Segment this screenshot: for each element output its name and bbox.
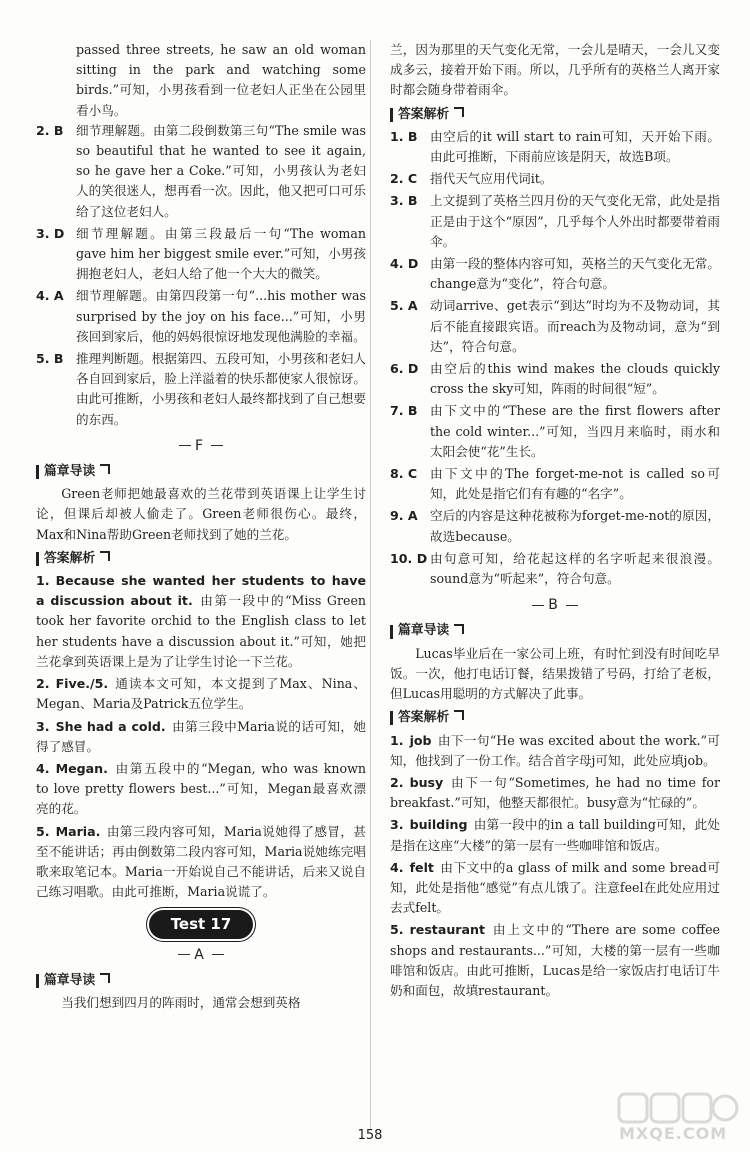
guide-heading-a: 篇章导读 — [36, 971, 366, 991]
answer-item-f-3: 3. She had a cold. 由第三段中Maria说的话可知，她得了感冒。 — [36, 718, 366, 754]
watermark-text: MXQE.COM — [619, 1124, 728, 1143]
answers-a-list — [390, 127, 720, 589]
column-divider — [370, 40, 371, 1130]
part-a-heading: A — [36, 945, 366, 965]
answer-item-f-2: 2. Five./5. 通读本文可知，本文提到了Max、Nina、Megan、Maria及Patrick五位学生。 — [36, 676, 366, 712]
answer-item-a-4: 4. D 由第一段的整体内容可知，英格兰的天气变化无常。change意为“变化”，符合句意。 — [390, 256, 720, 292]
heading-corner-icon — [454, 624, 464, 634]
answer-item-b-1: 1. job 由下一句“He was excited about the work.”可知，他找到了一份工作。结合首字母j可知，此处应填job。 — [390, 732, 720, 768]
answer-item-a-2: 2. C 指代天气应用代词it。 — [390, 171, 553, 187]
heading-bar-icon — [36, 974, 39, 988]
guide-heading-b: 篇章导读 — [390, 621, 720, 641]
guide-text-b: Lucas毕业后在一家公司上班，有时忙到没有时间吃早饭。一次，他打电话订餐，结果拨错了号码，打给了老板，但Lucas用聪明的方式解决了此事。 — [390, 645, 720, 702]
heading-bar-icon — [36, 465, 39, 479]
watermark-logo — [615, 1088, 740, 1148]
answer-heading-b: 答案解析 — [390, 708, 720, 728]
heading-bar-icon — [390, 108, 393, 122]
part-b-heading: B — [390, 595, 720, 615]
right-column — [390, 40, 720, 1003]
answer-item-f-5: 5. Maria. 由第三段内容可知，Maria说她得了感冒，甚至不能讲话；再由倒数第二段内容可知，Maria说她练完唱歌来取笔记本。Maria一开始说自己不能讲话，后来又说自己练习唱歌。由此可推断，Maria说谎了。 — [36, 823, 366, 900]
answer-item-b-2: 2. busy 由下一句“Sometimes, he had no time for breakfast.”可知，他整天都很忙。busy意为“忙碌的”。 — [390, 774, 720, 811]
answer-item-a-10: 10. D 由句意可知，给花起这样的名字听起来很浪漫。sound意为“听起来”，符合句意。 — [390, 550, 720, 587]
answers-e-list — [36, 121, 366, 430]
test-badge-wrap — [36, 910, 366, 938]
heading-corner-icon — [100, 973, 110, 983]
answer-heading-a: 答案解析 — [390, 105, 720, 125]
answer-item-a-3: 3. B 上文提到了英格兰四月份的天气变化无常，此处是指正是由于这个“原因”，几乎每个人外出时都要带着雨伞。 — [390, 193, 720, 249]
answer-item-a-8: 8. C 由下文中的The forget-me-not is called so可知，此处是指它们有有趣的“名字”。 — [390, 466, 720, 502]
answer-item-e-3: 3. D 细节理解题。由第三段最后一句“The woman gave him her biggest smile ever.”可知，小男孩拥抱老妇人，老妇人给了他一个大大的微笑。 — [36, 225, 366, 282]
answer-item-b-5: 5. restaurant 由上文中的“There are some coffee shops and restaurants...”可知，大楼的第一层有一些咖啡馆和饭店。由此可推断，Lucas是给一家饭店打电话订牛奶和面包，故填restaurant。 — [390, 922, 720, 998]
answers-f-list — [36, 571, 366, 902]
heading-corner-icon — [100, 551, 110, 561]
answers-b-list — [390, 731, 720, 1002]
guide-text-a-start: 当我们想到四月的阵雨时，通常会想到英格 — [61, 994, 301, 1010]
heading-bar-icon — [36, 552, 39, 566]
answer-item-a-7: 7. B 由下文中的“These are the first flowers after the cold winter...”可知，当四月来临时，雨水和太阳会使“花”生长。 — [390, 403, 720, 459]
answer-item-a-9: 9. A 空后的内容是这种花被称为forget-me-not的原因，故选because。 — [390, 508, 720, 544]
answer-item-e-5: 5. B 推理判断题。根据第四、五段可知，小男孩和老妇人各自回到家后，脸上洋溢着的快乐都使家人很惊讶。由此可推断，小男孩和老妇人最终都找到了自己想要的东西。 — [36, 351, 366, 427]
answer-item-a-5: 5. A 动词arrive、get表示“到达”时均为不及物动词，其后不能直接跟宾语。而reach为及物动词，意为“到达”，符合句意。 — [390, 298, 720, 354]
answer-item-f-1: 1. Because she wanted her students to have a discussion about it. 由第一段中的“Miss Green took her favorite orchid to the English class to let her students have a discussion about it.”可知，她把兰花拿到英语课上是为了让学生讨论一下兰花。 — [36, 573, 367, 669]
guide-text-f: Green老师把她最喜欢的兰花带到英语课上让学生讨论，但课后却被人偷走了。Green老师很伤心。最终，Max和Nina帮助Green老师找到了她的兰花。 — [36, 486, 366, 542]
answer-item-a-6: 6. D 由空后的this wind makes the clouds quickly cross the sky可知，阵雨的时间很“短”。 — [390, 361, 720, 397]
heading-corner-icon — [454, 710, 464, 720]
page-number: 158 — [357, 1128, 383, 1143]
heading-bar-icon — [390, 625, 393, 639]
heading-corner-icon — [454, 107, 464, 117]
guide-text-a-continued: 兰，因为那里的天气变化无常，一会儿是晴天，一会儿又变成多云，接着开始下雨。所以，几乎所有的英格兰人离开家时都会随身带着雨伞。 — [390, 42, 720, 98]
answer-item-e-4: 4. A 细节理解题。由第四段第一句“...his mother was surprised by the joy on his face...”可知，小男孩回到家后，他的妈妈很惊讶地发现他满脸的幸福。 — [36, 288, 366, 344]
continued-explanation: passed three streets, he saw an old woman sitting in the park and watching some birds.”可知，小男孩看到一位老妇人正坐在公园里看小鸟。 — [76, 42, 366, 118]
answer-item-b-4: 4. felt 由下文中的a glass of milk and some bread可知，此处是指他“感觉”有点儿饿了。注意feel在此处应用过去式felt。 — [390, 859, 720, 916]
part-f-heading: F — [36, 436, 366, 456]
test-badge: Test 17 — [149, 910, 254, 938]
heading-bar-icon — [390, 711, 393, 725]
left-column — [36, 40, 366, 1013]
watermark-badge-icon — [615, 1088, 740, 1128]
answer-item-e-2: 2. B 细节理解题。由第二段倒数第三句“The smile was so beautiful that he wanted to see it again, so he gave her a Coke.”可知，小男孩认为老妇人的笑很迷人，想再看一次。因此，他又把可口可乐给了这位老妇人。 — [36, 122, 366, 219]
heading-corner-icon — [100, 464, 110, 474]
answer-item-b-3: 3. building 由第一段中的in a tall building可知，此处是指在这座“大楼”的第一层有一些咖啡馆和饭店。 — [390, 817, 720, 853]
answer-item-f-4: 4. Megan. 由第五段中的“Megan, who was known to love pretty flowers best...”可知，Megan最喜欢漂亮的花。 — [36, 760, 366, 817]
guide-heading-f: 篇章导读 — [36, 462, 366, 482]
answer-heading-f: 答案解析 — [36, 549, 366, 569]
answer-item-a-1: 1. B 由空后的it will start to rain可知，天开始下雨。由此可推断，下雨前应该是阴天，故选B项。 — [390, 128, 720, 165]
